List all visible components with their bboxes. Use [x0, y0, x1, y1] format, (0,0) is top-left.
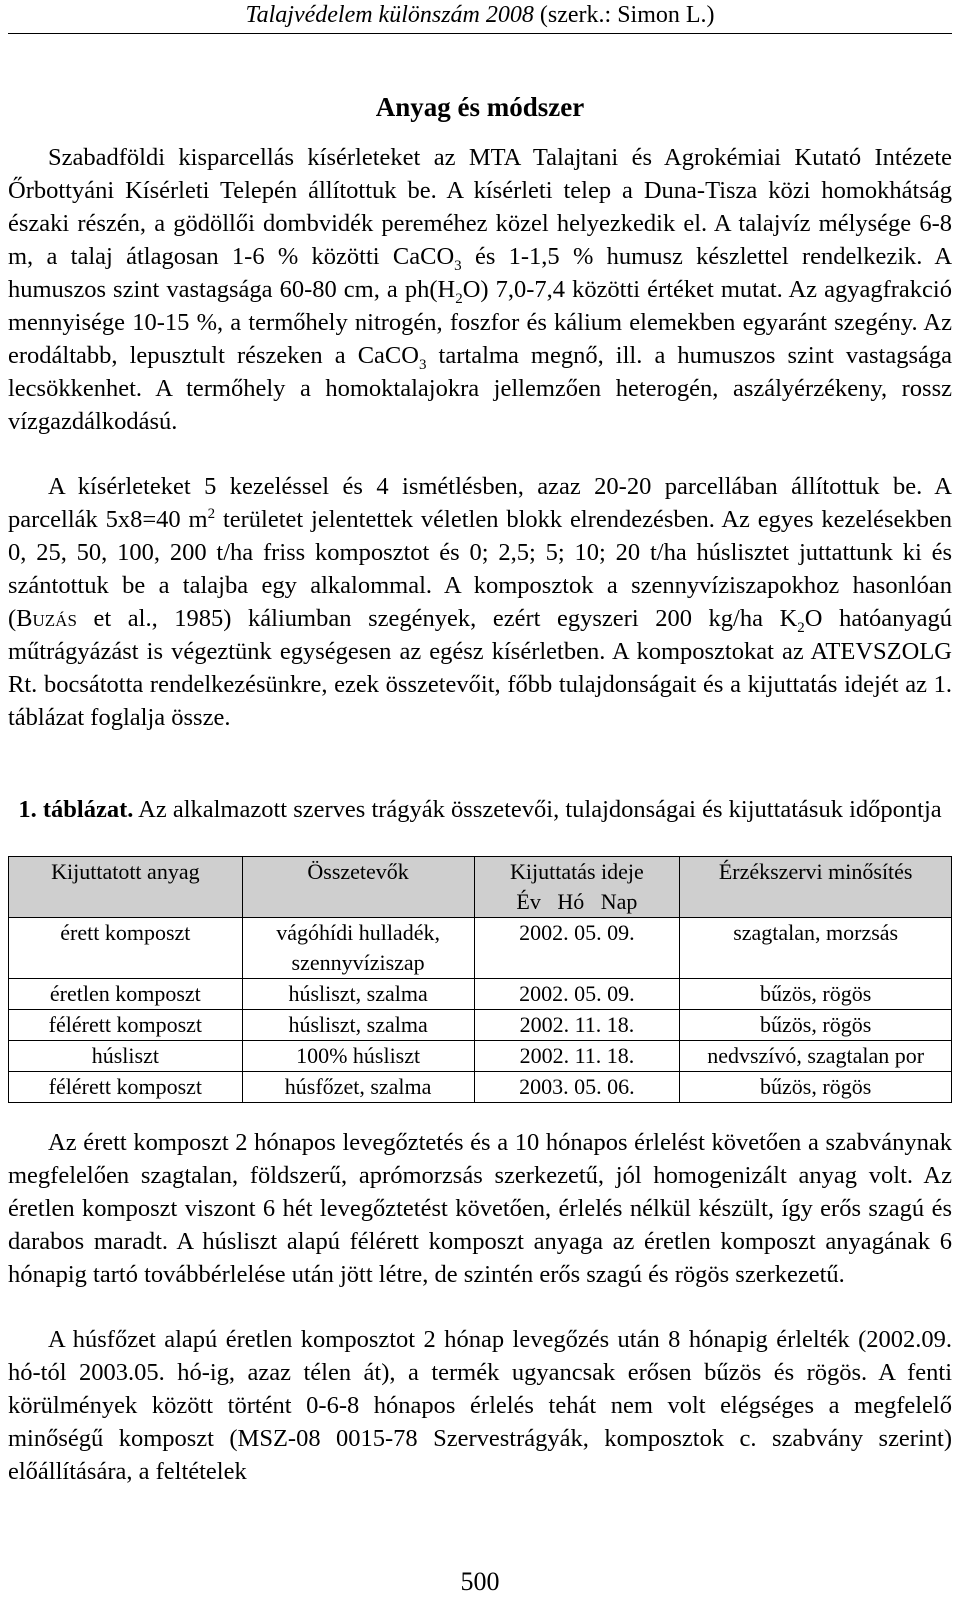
table-cell: bűzös, rögös — [680, 1072, 952, 1103]
table-cell: szagtalan, morzsás — [680, 918, 952, 979]
table-row — [9, 1072, 952, 1103]
table-cell: 2002. 11. 18. — [474, 1010, 680, 1041]
date-subheader: Év Hó Nap — [516, 889, 638, 914]
paragraph-1: Szabadföldi kisparcellás kísérleteket az MTA Talajtani és Agrokémiai Kutató Intézete Őrbottyáni Kísérleti Telepén állítottuk be. A kísérleti telep a Duna-Tisza közi homokhátság északi részén, a gödöllői dombvidék pereméhez közel helyezkedik el. A talajvíz mélysége 6-8 m, a talaj átlagosan 1-6 % közötti CaCO$_3$ és 1-1,5 % humusz készlettel rendelkezik. A humuszos szint vastagsága 60-80 cm, a $ph(H_2O)$ 7,0-7,4 közötti értéket mutat. Az agyagfrakció mennyisége 10-15 %, a termőhely nitrogén, foszfor és kálium elemekben egyaránt szegény. Az erodáltabb, lepusztult részeken a CaCO$_3$ tartalma megnő, ill. a humuszos szint vastagsága lecsökkenhet. A termőhely a homoktalajokra jellemzően heterogén, aszályérzékeny, rossz vízgazdálkodású. — [8, 144, 953, 435]
page-number: 500 — [460, 1567, 500, 1596]
table-row — [9, 1010, 952, 1041]
table-cell: bűzös, rögös — [680, 1010, 952, 1041]
table-cell: 2002. 11. 18. — [474, 1041, 680, 1072]
section-title: Anyag és módszer — [375, 92, 585, 122]
table-cell: 2002. 05. 09. — [474, 979, 680, 1010]
paragraph-3: Az érett komposzt 2 hónapos levegőztetés és a 10 hónapos érlelést követően a szabványnak megfelelően szagtalan, földszerű, aprómorzsás szerkezetű, jól homogenizált anyag volt. Az éretlen komposzt viszont 6 hét levegőztetést követően, érlelés nélkül készült, így erős szagú és darabos maradt. A húsliszt alapú félérett komposzt anyaga az éretlen komposzt anyagának 6 hónapig tartó továbbérlelése után jött létre, de szintén erős szagú és rögös szerkezetű. — [8, 1129, 952, 1288]
table-label: 1. táblázat. — [18, 796, 134, 823]
table-cell: éretlen komposzt — [9, 979, 243, 1010]
paragraph-4: A húsfőzet alapú éretlen komposztot 2 hónap levegőzés után 8 hónapig érlelték (2002.09. hó-tól 2003.05. hó-ig, azaz télen át), a termék ugyancsak erősen bűzös és rögös. A fenti körülmények között történt 0-6-8 hónapos érlelés tehát nem volt elégséges a megfelelő minőségű komposzt (MSZ-08 0015-78 Szervestrágyák, komposztok c. szabvány szerint) előállítására, a feltételek — [8, 1326, 952, 1485]
paragraph-2: A kísérleteket 5 kezeléssel és 4 ismétlésben, azaz 20-20 parcellában állítottuk be. A parcellák 5x8=40 $m^2$ területet jelentettek véletlen blokk elrendezésben. Az egyes kezelésekben 0, 25, 50, 100, 200 t/ha friss komposztot és 0; 2,5; 5; 10; 20 t/ha húslisztet juttattunk ki és szántottuk be a talajba egy alkalommal. A komposztok a szennyvíziszapokhoz hasonlóan (Buzás et al., 1985) káliumban szegények, ezért egyszeri 200 kg/ha $K_2O$ hatóanyagú műtrágyázást is végeztünk egységesen az egész kísérletben. A komposztokat az ATEVSZOLG Rt. bocsátotta rendelkezésünkre, ezek összetevőit, főbb tulajdonságait és a kijuttatás idejét az 1. táblázat foglalja össze. — [8, 473, 952, 731]
table-row — [9, 918, 952, 979]
table-cell: húsfőzet, szalma — [242, 1072, 474, 1103]
journal-title: Talajvédelem különszám 2008 — [245, 2, 534, 28]
table-cell: érett komposzt — [9, 918, 243, 979]
table-cell: 2002. 05. 09. — [474, 918, 680, 979]
table-cell: 2003. 05. 06. — [474, 1072, 680, 1103]
editor-note: (szerk.: Simon L.) — [539, 2, 715, 28]
table-cell: 100% húsliszt — [242, 1041, 474, 1072]
table-cell: húsliszt — [9, 1041, 243, 1072]
table-caption-text: Az alkalmazott szerves trágyák összetevői, tulajdonságai és kijuttatásuk időpontja — [133, 796, 942, 823]
table-cell: húsliszt, szalma — [242, 979, 474, 1010]
table-caption — [8, 794, 952, 825]
table-cell: félérett komposzt — [9, 1072, 243, 1103]
table-header-row — [9, 857, 952, 918]
document-page — [8, 0, 953, 1596]
column-header: Összetevők — [242, 857, 474, 918]
table-cell: húsliszt, szalma — [242, 1010, 474, 1041]
table-cell: bűzös, rögös — [680, 979, 952, 1010]
table-cell: félérett komposzt — [9, 1010, 243, 1041]
column-header: Kijuttatás ideje Év Hó Nap — [474, 857, 680, 918]
table-cell: vágóhídi hulladék, szennyvíziszap — [242, 918, 474, 979]
column-header: Kijuttatott anyag — [9, 857, 243, 918]
data-table — [8, 856, 952, 1103]
table-row — [9, 1041, 952, 1072]
table-row — [9, 979, 952, 1010]
running-header — [8, 0, 952, 30]
table-cell: nedvszívó, szagtalan por — [680, 1041, 952, 1072]
column-header: Érzékszervi minősítés — [680, 857, 952, 918]
header-rule — [8, 33, 952, 34]
